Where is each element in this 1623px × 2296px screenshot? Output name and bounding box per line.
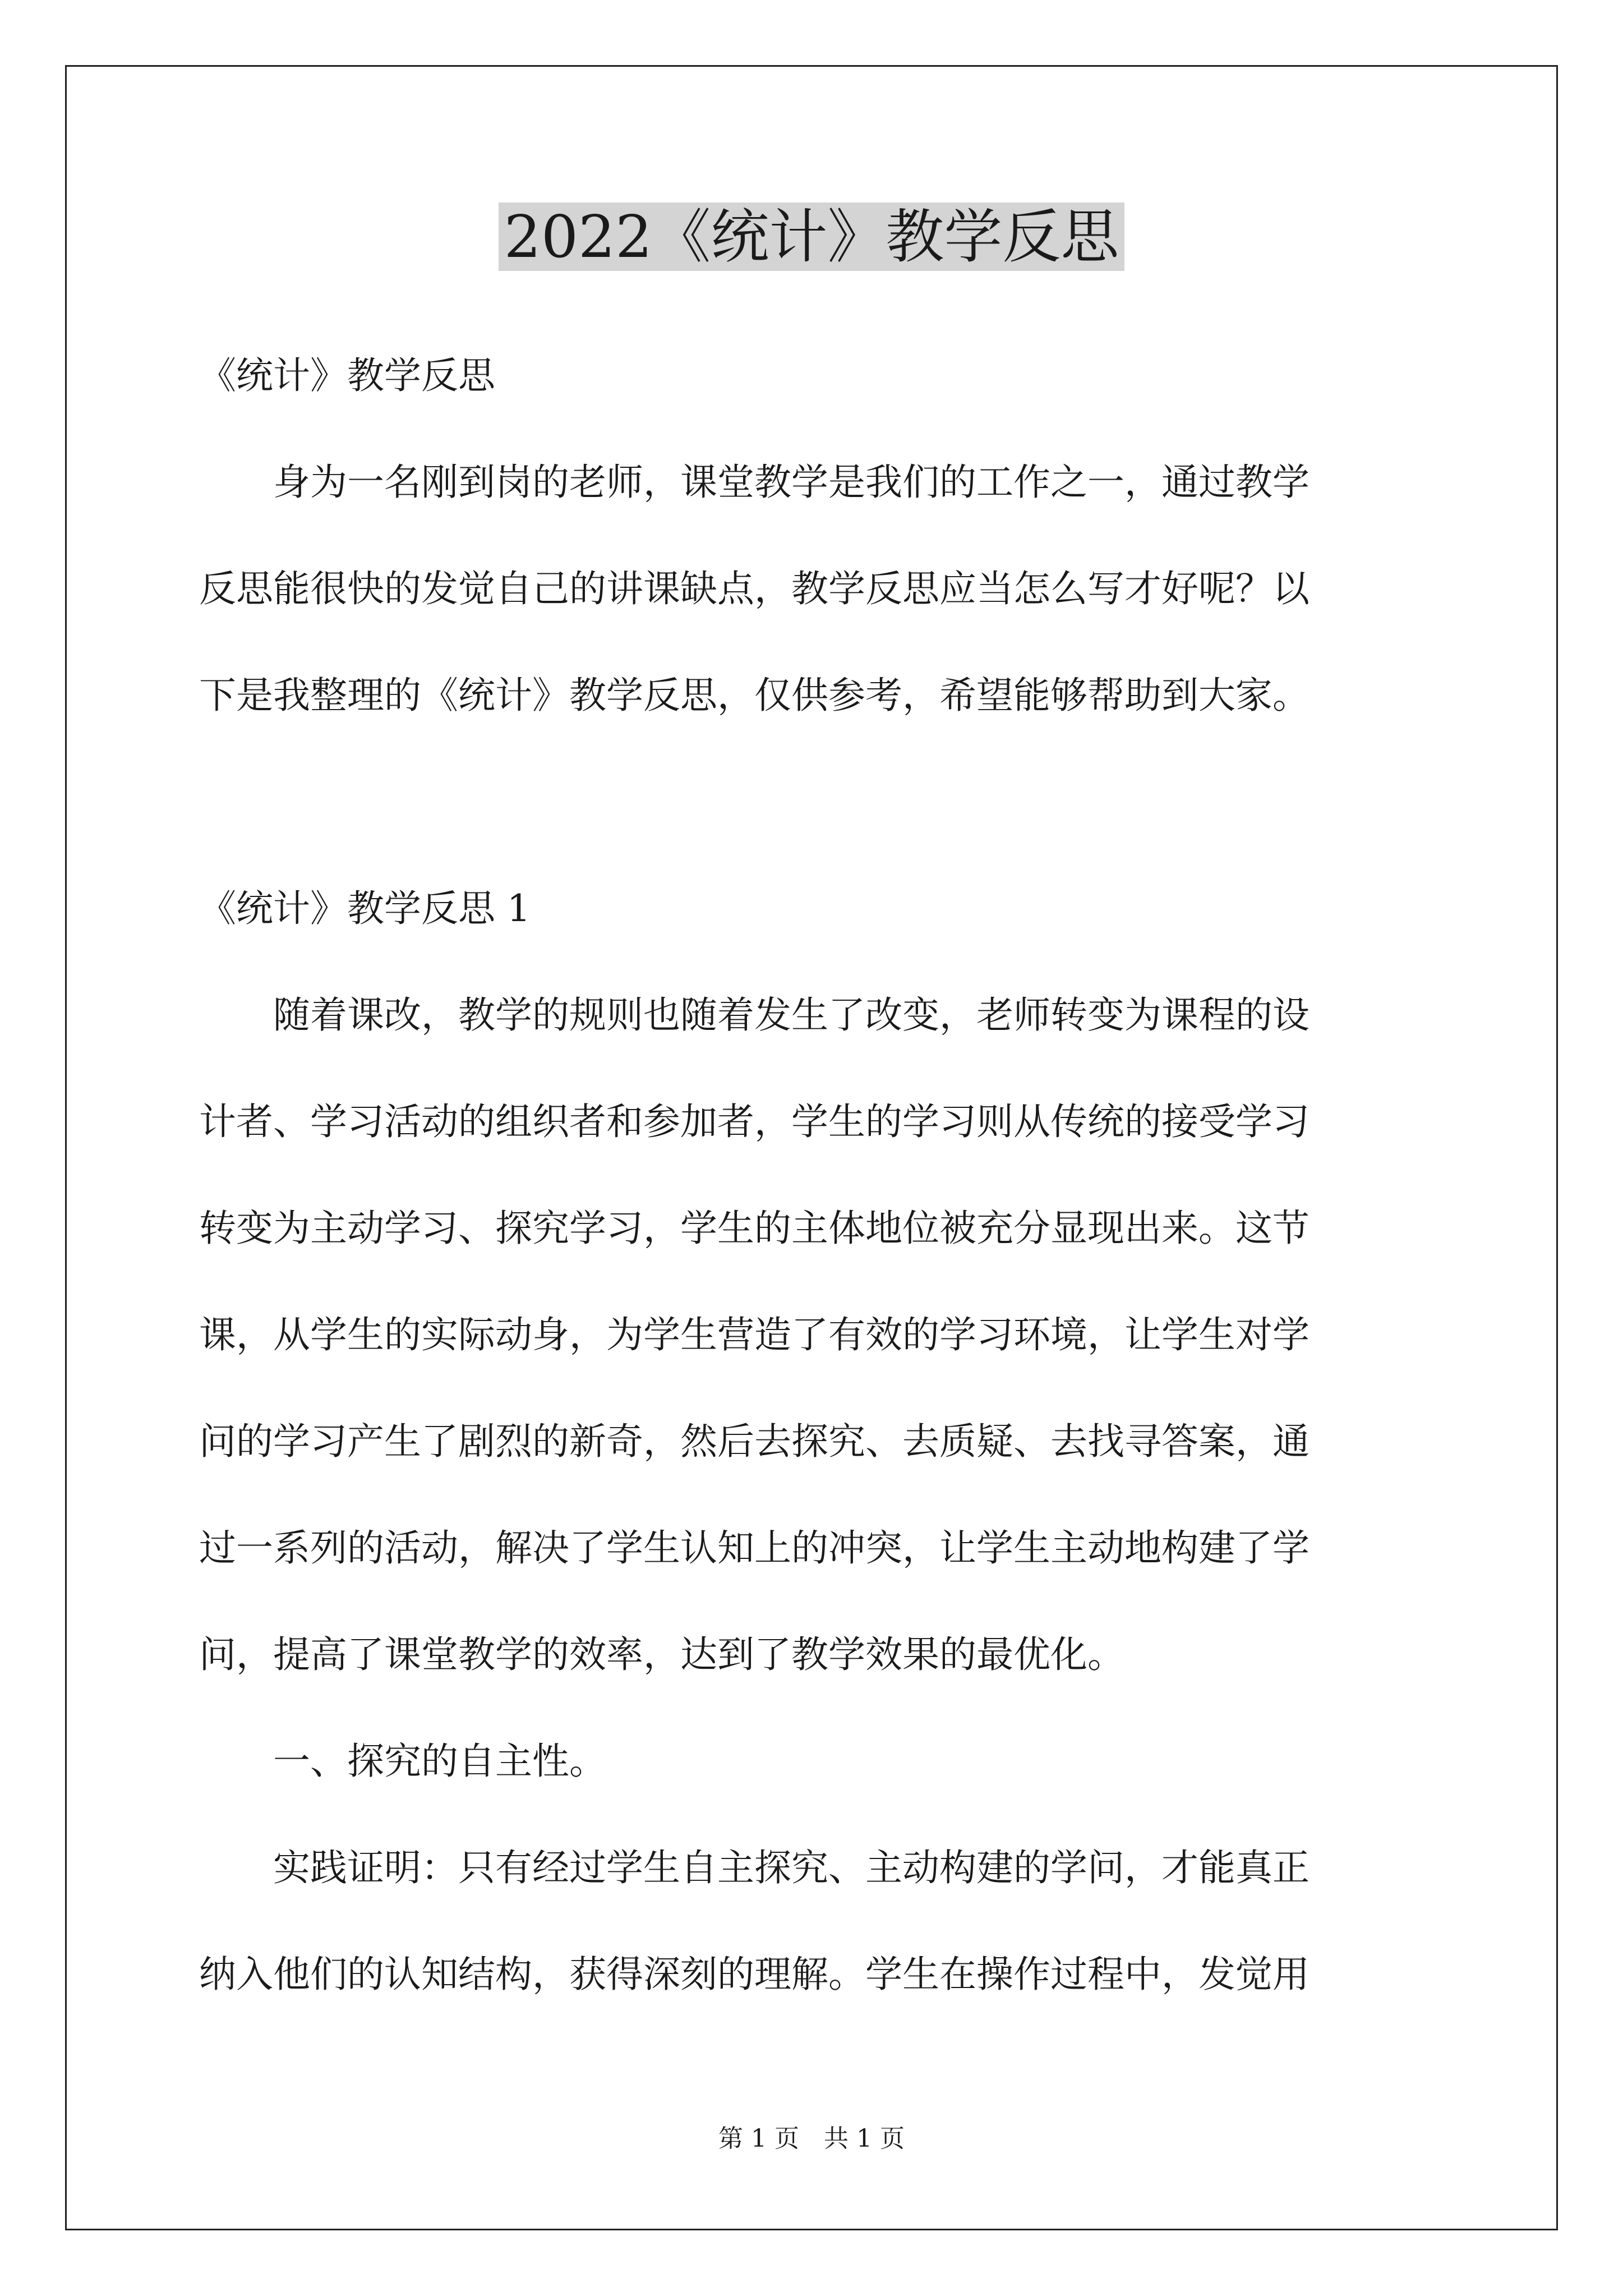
point-heading	[199, 1708, 1433, 1815]
page-number-footer: 第 1 页 共 1 页	[718, 2124, 905, 2153]
paragraph-line: 随着课改，教学的规则也随着发生了改变，老师转变为课程的设	[199, 993, 1310, 1037]
paragraph-line: 实践证明：只有经过学生自主探究、主动构建的学问，才能真正	[199, 1846, 1310, 1889]
point-paragraph	[199, 1815, 1433, 2028]
intro-paragraph	[199, 429, 1433, 749]
paragraph-line: 问，提高了课堂教学的效率，达到了教学效果的最优化。	[199, 1633, 1124, 1676]
section-heading-text: 《统计》教学反思 1	[199, 887, 531, 930]
paragraph-line: 纳入他们的认知结构，获得深刻的理解。学生在操作过程中，发觉用	[199, 1953, 1310, 1996]
paragraph-line: 课，从学生的实际动身，为学生营造了有效的学习环境，让学生对学	[199, 1313, 1310, 1356]
paragraph-line: 身为一名刚到岗的老师，课堂教学是我们的工作之一，通过教学	[199, 461, 1310, 504]
paragraph-line: 反思能很快的发觉自己的讲课缺点，教学反思应当怎么写才好呢？以	[199, 567, 1310, 610]
section-heading	[199, 855, 1433, 962]
paragraph-line: 过一系列的活动，解决了学生认知上的冲突，让学生主动地构建了学	[199, 1526, 1310, 1570]
paragraph-line: 问的学习产生了剧烈的新奇，然后去探究、去质疑、去找寻答案，通	[199, 1420, 1310, 1463]
paragraph-line: 转变为主动学习、探究学习，学生的主体地位被充分显现出来。这节	[199, 1207, 1310, 1250]
paragraph-line: 计者、学习活动的组织者和参加者，学生的学习则从传统的接受学习	[199, 1100, 1310, 1143]
document-subtitle-text: 《统计》教学反思	[199, 354, 495, 397]
section-paragraph	[199, 962, 1433, 1708]
point-heading-text: 一、探究的自主性。	[199, 1740, 606, 1783]
document-subtitle	[199, 323, 1433, 429]
paragraph-line: 下是我整理的《统计》教学反思，仅供参考，希望能够帮助到大家。	[199, 674, 1310, 717]
document-title-text: 2022《统计》教学反思	[499, 203, 1125, 271]
document-title	[0, 197, 1623, 276]
